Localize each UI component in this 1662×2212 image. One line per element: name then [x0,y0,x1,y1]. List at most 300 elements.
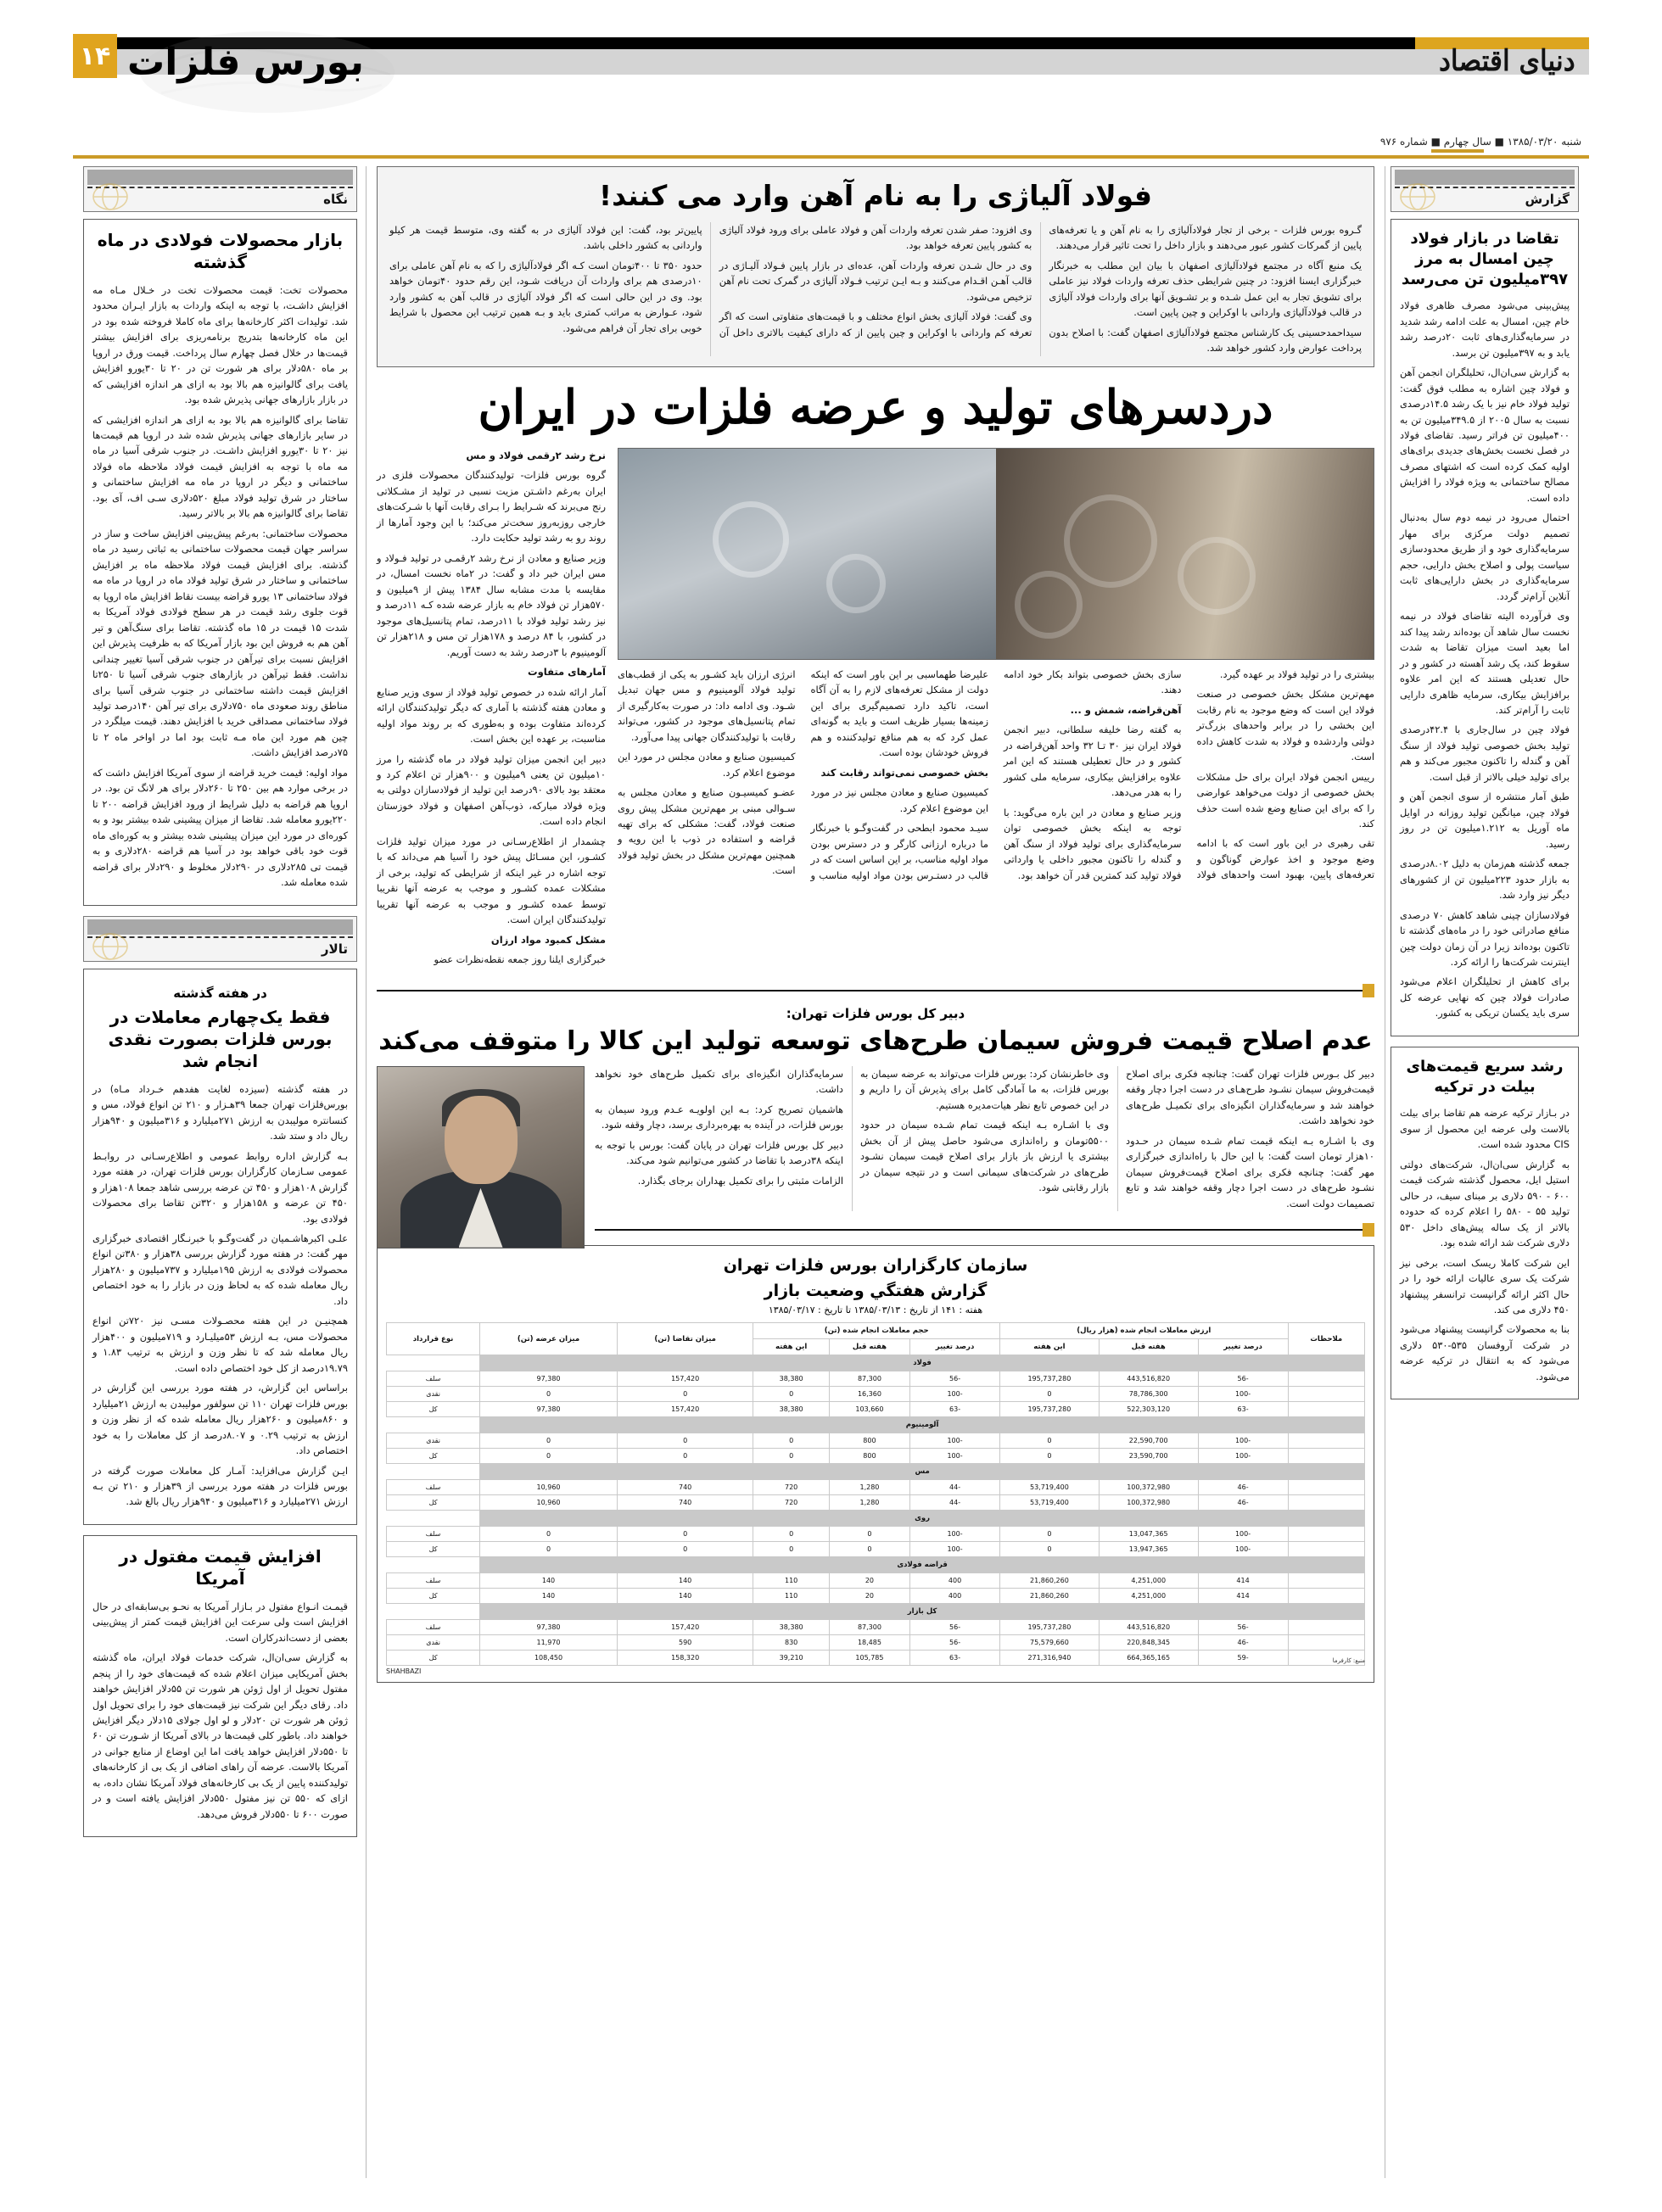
table-row [387,1542,1365,1557]
col-value-this-week: این هفته [1000,1339,1100,1355]
cell-vol-prev: 87,300 [829,1620,909,1635]
cell-note [1288,1542,1364,1557]
section-label: گزارش [1525,192,1570,207]
cell-contract: سلف [387,1620,480,1635]
paragraph: پیش‌بینی می‌شود مصرف ظاهری فولاد خام چین، امسال به علت ادامه رشد شدید در سرمایه‌گذاری‌های ثابت ۲۰درصد رشد یابد و به ۳۹۷میلیون تن برسد. [1400,299,1570,359]
cell-supply: 108,450 [480,1651,618,1666]
table-title-line2: گزارش هفتگي وضعیت بازار [764,1281,988,1300]
subhead: مشکل کمبود مواد ارزان [490,933,606,946]
cell-demand: 140 [617,1589,753,1604]
article-body [1400,298,1570,1021]
paragraph: به گفته رضا خلیفه سلطانی، دبیر انجمن فولاد ایران نیز ۳۰ تـا ۳۲ واحد آهن‌قراضه در کشور و در حال تعطیلی هستند که این امر علاوه برافزایش بیکاری، سرمایه ملی کشور را به هدر می‌دهد. [1004,723,1182,799]
cell-vol-pct: 400 [910,1573,1000,1589]
cell-val-prev: 522,303,120 [1099,1402,1198,1417]
paragraph: رییس انجمن فولاد ایران برای حل مشکلات بخش خصوصی از دولت می‌خواهد عوارضی را که برای این صنایع وضع شده است حذف کند. [1196,770,1374,830]
cell-vol-this: 0 [753,1387,829,1402]
table-head [387,1323,1365,1355]
cell-val-prev: 22,590,700 [1099,1433,1198,1449]
article-alloy-steel-import [377,166,1374,367]
paragraph: احتمال می‌رود در نیمه دوم سال به‌دنبال تصمیم دولت مرکزی برای مهار سرمایه‌گذاری خود و از طریق محدودسازی سیاست پولی و اصلاح بخش دارایی، حجم سرمایه‌گذاری در بخش دارایی‌های ثابت آنلاین آرام‌تر گردد. [1400,511,1570,602]
article-china-steel-demand [1391,219,1579,1036]
paragraph: محصولات تخت: قیمت محصولات تخت در خـلال مـاه مه افزایش داشـت، با توجه به اینکه واردات به بازار ایـران محدود شد. تولیدات اکثر کارخانه‌ها برای ماه کاملا فروخته شده بود در این ماه کارخانه‌ها بتدریج برنامه‌ریزی برای افزایش بیشتر قیمت‌ها در خلال فصل چهارم سال پرداخت. قیمت ورق در اروپا بر ماه ۵۸۰دلار برای هر شورت تن در ۲۰ تا ۳۰یورو افزایش یافت برای گالوانیزه هم بالا بود به ازای هر اندازه افزایشی که در بازار بازارهای جهانی پذیرش شده بود. [92,283,348,406]
cell-vol-pct: -100 [910,1527,1000,1542]
photo-right-half [618,449,996,659]
cell-vol-this: 0 [753,1449,829,1464]
paragraph: وی با اشـاره بـه اینکه قیمت تمام شـده سیمان در حـدود ۱۰هزار تومان است گفت: با این حال با راه‌اندازی خبرگزاری مهر گفت: چنانچه فکری برای اصلاح قیمت‌فروش سیمان نشـود طرح‌های در دست اجرا دچار وقفه خواهند شد و تابع تصمیمات دولت است. [1126,1134,1374,1209]
cell-vol-prev: 20 [829,1573,909,1589]
cell-demand: 0 [617,1387,753,1402]
cell-val-prev: 4,251,000 [1099,1589,1198,1604]
article-body [92,1081,348,1510]
divider-line [595,1229,1363,1231]
cell-val-prev: 23,590,700 [1099,1449,1198,1464]
paragraph: مهم‌ترین مشکل بخش خصوصی در صنعت فولاد این است که وضع موجود به نام رقابت این بخشی را در برابر واحدهای بزرگ‌تر دولتی واردشده و فولاد به شدت کاهش داده است. [1196,688,1374,763]
aluminium-bundle-shape [826,554,886,613]
cell-vol-prev: 18,485 [829,1635,909,1651]
center-column [366,166,1385,2178]
cell-val-this: 0 [1000,1527,1100,1542]
subhead: بخش خصوصی نمی‌تواند رقابت کند [820,766,988,779]
paragraph: سیـد محمود ابطحی در گفت‌وگـو با خبرنگار ما درباره ارزانی کارگر و در دسترس بودن مواد اولیه مناسب، بر این اساس است که در قالب در دستـرس بودن مواد اولیه مناسب و انرژی ارزان باید کشـور به یکی از قطب‌های تولید فولاد آلومینیوم و مس جهان تبدیل شـود. وی ادامه داد: در صورت به‌کارگیری از تمام پتانسیل‌های موجود در کشور، می‌تواند رقابت با تولیدکنندگان جهانی پیدا می‌آورد. [618,668,988,881]
globe-icon [1398,182,1437,211]
page-number-badge: ۱۴ [73,34,117,78]
cell-val-this: 0 [1000,1449,1100,1464]
cell-val-pct: -56 [1198,1371,1288,1387]
cell-contract: کل [387,1651,480,1666]
cell-contract: نقدی [387,1635,480,1651]
table-row [387,1635,1365,1651]
paragraph: علیرضا طهماسبی بر این باور است که اینکه دولت از مشکل تعرفه‌های لازم را به آن آگاه است، تاکید دارد تصمیم‌گیری برای این زمینه‌ها بسیار ظریف است و باید به گونه‌ای عمل کرد که به هم منافع تولیدکننده و هم فروش خودشان بوده است. [810,668,988,759]
paragraph: فولادسازان چینی شاهد کاهش ۷۰ درصدی منافع صادراتی خود را در ماه‌های گذشته تا تاکنون بوده‌اند زیرا در آن زمان دولت چین اینترنت شرکت‌ها را ارائه کرد. [1400,908,1570,968]
table-group-row [387,1511,1365,1527]
cell-vol-this: 0 [753,1542,829,1557]
table-group-label: کل بازار [480,1604,1365,1620]
divider-line [377,990,1363,991]
cell-demand: 157,420 [617,1620,753,1635]
table-row [387,1589,1365,1604]
cell-val-prev: 443,516,820 [1099,1371,1198,1387]
cell-val-this: 0 [1000,1387,1100,1402]
cell-val-this: 0 [1000,1433,1100,1449]
article-wire-price-america [83,1535,357,1837]
dateline-rule [1431,149,1484,153]
cell-vol-prev: 16,360 [829,1387,909,1402]
cell-val-this: 271,316,940 [1000,1651,1100,1666]
cell-vol-this: 0 [753,1527,829,1542]
paragraph: فولاد چین در سال‌جاری با ۴۲.۴درصدی تولید بخش خصوصی تولید فولاد از سنگ آهن و گندله را تاکنون مجبور می‌کند و هم برای تولید خیلی بالاتر از قبل است. [1400,723,1570,783]
article-turkey-billet-prices [1391,1047,1579,1399]
paragraph: وزیر صنایع و معادن در این باره می‌گوید: با توجه به اینکه بخش خصوصی توان سرمایه‌گذاری برای تولید فولاد از سنگ آهن و گندله را تاکنون مجبور داخلی یا وارداتی فولاد تولید کند کمترین قدر آن خواهد بود. [1004,806,1182,881]
cell-vol-prev: 103,660 [829,1402,909,1417]
cell-vol-pct: -56 [910,1371,1000,1387]
table-group-row [387,1557,1365,1573]
divider-gold-square-rule [377,984,1374,997]
cell-supply: 97,380 [480,1371,618,1387]
cell-vol-pct: -100 [910,1387,1000,1402]
cell-contract: سلف [387,1371,480,1387]
cell-vol-this: 0 [753,1433,829,1449]
cell-note [1288,1527,1364,1542]
cell-val-this: 21,860,260 [1000,1573,1100,1589]
section-header-gozaresh [1391,166,1579,212]
table-row [387,1387,1365,1402]
feature-photo-steel-coils [618,448,1374,660]
paragraph: در هفته گذشته (سیزده لغایت هفدهم خـرداد مـاه) در بورس‌فلزات تهران جمعا ۳۹هـزار و ۲۱۰ تن انواع فولاد، مس و کنسانتره مولیبدن به ارزش ۲۷۱میلیارد و ۳۱۶میلیون و ۹۴۰هزار ریال داد و ستد شد. [92,1082,348,1142]
cell-val-pct: -100 [1198,1387,1288,1402]
cell-supply: 10,960 [480,1480,618,1495]
table-row [387,1620,1365,1635]
table-row [387,1433,1365,1449]
cell-demand: 157,420 [617,1402,753,1417]
paragraph: وی با اشـاره بـه اینکه قیمت تمام شـده سیمان در حدود ۵۵۰۰تومان و راه‌اندازی می‌شود حاصل پیش از آن بخش بیشتری یا ارزش باز بازار برای اصلاح قیمت سیمان نشـود طرح‌های در شرکت‌های سیمانی است و در نتیجه سیمان در بازار رقابتی شود. [860,1119,1109,1194]
table-group-label: فولاد [480,1355,1365,1371]
col-volume-prev-week: هفته قبل [829,1339,909,1355]
cell-val-this: 53,719,400 [1000,1495,1100,1511]
table-group-row [387,1604,1365,1620]
cell-contract: کل [387,1402,480,1417]
paragraph: سرمایه‌گذاران انگیزه‌ای برای تکمیل طرح‌های خود نخواهد داشت. [595,1067,843,1096]
paragraph: جمعه گذشته هم‌زمان به دلیل ۸.۰۲درصدی به بازار حدود ۲۲۳میلیون تن از کشورهای دیگر نیز وارد شد. [1400,857,1570,902]
cell-val-prev: 4,251,000 [1099,1573,1198,1589]
paragraph: وزیر صنایع و معادن از نرخ رشد ۲رقمـی در تولید فـولاد و مس ایران خبر داد و گفت: در ۲ماه نخست امسال، در مقایسه با مدت مشابه سال ۱۳۸۴ پیش از ۹میلیون و ۵۷۰هزار تن فولاد خام به بازار عرضه شده کـه ۱۱درصد و نیز رشد تولید فولاد با ۱۱درصد، تمام پتانسیل‌های موجود در کشور، با ۸۴ درصد و ۱۷۸هزار تن مس و ۲۱۸هزار تن آلومینیوم با ۳درصد رشد به دست آوریم. [377,551,607,658]
paragraph: طبق آمار منتشره از سوی انجمن آهن و فولاد چین، میانگین تولید روزانه در اوایل ماه آوریل به ۱.۲۱۲میلیون تن در روز رسید. [1400,790,1570,850]
cell-val-pct: -63 [1198,1402,1288,1417]
cell-vol-this: 110 [753,1573,829,1589]
paragraph: مواد اولیه: قیمت خرید قراضه از سوی آمریکا افزایش داشت که در برخی موارد هم بین ۲۵۰ تا ۲۶۰دلار برای هر لانگ تن بود. در اروپا هم قراضه به دلیل شرایط از ورود افزایش قراضه ۲۰۰ تا ۲۲۰یورو معامله شد. تقاضا از میزان پیشینی شده بیشتر بود و به کوره‌ای در مورد این میزان پیشینی شده بیشتر و به کوره‌ای ماه قوت خود باقی خواهد بود در آسیا هم قراضه ۲۸۰دلاری و به قیمت تی ۲۸۵دلاری در ۲۹۰دلار مخلوط و ۲۹۰دلار برای قراضه شده معامله شد. [92,766,348,889]
table-group-label: آلومینیوم [480,1417,1365,1433]
cell-val-prev: 13,947,365 [1099,1542,1198,1557]
cell-vol-pct: -44 [910,1480,1000,1495]
cell-contract: کل [387,1449,480,1464]
cell-supply: 140 [480,1589,618,1604]
cell-val-pct: -46 [1198,1495,1288,1511]
steel-coil-shape [1015,571,1083,639]
article-headline: عدم اصلاح قیمت فروش سیمان طرح‌های توسعه تولید این کالا را متوقف می‌کند [378,1025,1373,1056]
col-value-prev-week: هفته قبل [1099,1339,1198,1355]
cell-vol-this: 830 [753,1635,829,1651]
cell-supply: 140 [480,1573,618,1589]
article-headline: افزایش قیمت مفتول در آمریکا [119,1545,322,1589]
cell-val-this: 0 [1000,1542,1100,1557]
table-source-note: منبع: کارفرما [1332,1657,1365,1665]
cell-val-this: 195,737,280 [1000,1620,1100,1635]
paragraph: سیداحمدحسینی یک کارشناس مجتمع فولادآلیاژی اصفهان گفت: با اصلاح بدون پرداخت عوارض وارد کشور خواهد شد. [1049,326,1362,355]
cell-demand: 0 [617,1527,753,1542]
cell-contract: سلف [387,1573,480,1589]
dateline: شنبه ۱۳۸۵/۰۳/۲۰ ■ سال چهارم ■ شماره ۹۷۶ [1379,136,1581,148]
paragraph: این شرکت کاملا ریسک است، برخی نیز شرکت یک سری عالیات ارائه خود را در حال اکثر ارائه گرانپست ترانسفر پیشنهاد ۴۵۰ دلاری می کند. [1400,1256,1570,1315]
cell-demand: 0 [617,1433,753,1449]
page-section-title: بورس فلزات [127,41,364,84]
section-label: نگاه [323,192,348,207]
paragraph: وی افزود: صفر شدن تعرفه واردات آهن و فولاد عاملی برای ورود فولاد آلیاژی به کشور پایین تعرفه خواهد بود. [719,224,1032,252]
cell-vol-pct: -100 [910,1449,1000,1464]
cell-supply: 0 [480,1387,618,1402]
market-report-table [386,1322,1365,1666]
cell-val-prev: 220,848,345 [1099,1635,1198,1651]
paragraph: دبیر کل بـورس فلزات تهران گفت: چنانچه فکری برای اصلاح قیمت‌فروش سیمان نشـود طرح‌هـای در دست اجرا دچار وقفه خواهند شد و سرمایه‌گذاران انگیزه‌ای برای تکمیـل طرح‌های خود نخواهد داشت. [1126,1067,1374,1127]
paragraph: برای کاهش از تحلیلگران اعلام می‌شود صادرات فولاد چین که نهایی عرضه کل سری باید یکسان تریکی به کشور. [1400,975,1570,1019]
paragraph: قیمـت انـواع مفتول در بـازار آمریکا به نحـو بی‌سابقه‌ای در حال افزایش است ولی سرعت این افزایش قیمت کمتر از پیش‌بینی بعضی از دست‌اندرکاران است. [92,1600,348,1644]
paragraph: وی فرآورده الیته تقاضای فولاد در نیمه نخست سال شاهد آن بوده‌اند رشد پیدا کند اما بعید است میزان تقاضا به شدت سقوط کند، یک رشد آهسته در کشور و در حال تعدیلی هستند که این امر علاوه برافزایش بیکاری، سرمایه ظاهری دارایی ثابت را آرام‌تر کند. [1400,610,1570,716]
cell-note [1288,1433,1364,1449]
article-headline: تقاضا در بازار فولاد چین امسال به مرز ۳۹۷میلیون تن می‌رسد [1401,230,1569,288]
cell-note [1288,1387,1364,1402]
paragraph: بیشتری را در تولید فولاد بر عهده گیرد. [1219,668,1374,680]
cell-vol-prev: 0 [829,1527,909,1542]
article-headline: رشد سریع قیمت‌های بیلت در ترکیه [1406,1057,1564,1096]
col-volume-group: حجم معاملات انجام شده (تن) [753,1323,1000,1339]
cell-val-prev: 13,047,365 [1099,1527,1198,1542]
cell-vol-pct: -56 [910,1620,1000,1635]
table-row [387,1449,1365,1464]
header-gold-rule [73,155,1589,159]
paragraph: الزامات مثبتی را برای تکمیل بهداران برجای بگذارد. [637,1174,843,1187]
table-row [387,1480,1365,1495]
section-header-talar [83,916,357,962]
cell-note [1288,1495,1364,1511]
cell-contract: نقدی [387,1433,480,1449]
cell-vol-prev: 20 [829,1589,909,1604]
cell-val-pct: 414 [1198,1573,1288,1589]
table-row [387,1495,1365,1511]
article-cement-price [377,1006,1374,1211]
cell-contract: کل [387,1495,480,1511]
cell-val-this: 195,737,280 [1000,1371,1100,1387]
cell-vol-pct: -100 [910,1433,1000,1449]
cell-vol-prev: 87,300 [829,1371,909,1387]
col-demand: میزان تقاضا (تن) [617,1323,753,1355]
paragraph: به گزارش سی‌ان‌ال، شرکت‌های دولتی استیل ایل، محصول گذشته شرکت قیمت ۶۰۰ - ۵۹۰ دلاری بر مبنای سیف، در حالی تولید ۵۵ - ۵۸۰ را اعلام کرده که حدوده بالاتر از یک ساله پیش‌های داخل ۵۳۰ دلاری شرکت شد ارائه شده بود. [1400,1158,1570,1249]
feature-body-wrap [377,448,1374,972]
paragraph: بـه گزارش اداره روابط عمومی و اطلاع‌رسـانی در روابـط عمومی سـازمان کارگزاران بورس فلزات تهران، در هفته مورد گزارش ۱۰۸هزار و ۴۵۰ تن عرضه بررسی شاهد جمعا ۱۰۸هزار و ۴۵۰ تن عرضه و ۱۵۸هزار و ۳۲۰تن تقاضا برای محصولات فولادی بود. [92,1149,348,1225]
paragraph: کمیسیون صنایع و معادن مجلس نیز در مورد این موضوع اعلام کرد. [810,786,988,814]
article-kicker: دبیر کل بورس فلزات تهران: [786,1005,965,1021]
cell-demand: 0 [617,1449,753,1464]
article-body [1400,1105,1570,1384]
article-steel-products-market [83,219,357,906]
cell-val-pct: -56 [1198,1620,1288,1635]
cell-supply: 97,380 [480,1620,618,1635]
cell-vol-prev: 105,785 [829,1651,909,1666]
gold-square-marker [1363,1223,1374,1237]
article-headline: فولاد آلیاژی را به نام آهن وارد می کنند! [599,179,1152,212]
cell-supply: 11,970 [480,1635,618,1651]
cell-note [1288,1573,1364,1589]
cell-demand: 740 [617,1495,753,1511]
paragraph: علـی اکبرهاشـمیان در گفت‌وگـو با خبرنـگار اقتصادی خبرگزاری مهر گفت: در هفته مورد گزارش بررسی ۳۸هزار و ۳۸۰تن انواع محصولات فولادی به ارزش ۱۹۵میلیارد و ۷۳۷میلیون و ۲۸۰هزار ریال معامله شده که به لحاظ وزن در بازار را به خود اختصاص داد. [92,1232,348,1307]
cell-vol-prev: 800 [829,1433,909,1449]
table-group-row [387,1355,1365,1371]
cell-val-pct: -100 [1198,1542,1288,1557]
cell-vol-this: 38,380 [753,1620,829,1635]
article-kicker: در هفته گذشته [173,985,267,1001]
cell-val-this: 53,719,400 [1000,1480,1100,1495]
article-body [389,222,1362,356]
paragraph: گروه بورس فلزات- تولیدکنندگان محصولات فلزی در ایران به‌رغم داشـتن مزیت نسبی در تولید از مشـکلاتی رنج می‌برند که شـرایط را بـرای رقابت آنها با شـرکت‌های خارجی روزبه‌روز سخت‌تر می‌کند؛ با این وجود آمارها از روند رو به رشد تولید حکایت دارد. [377,469,606,545]
cell-contract: نقدی [387,1387,480,1402]
cell-demand: 590 [617,1635,753,1651]
table-body [387,1355,1365,1666]
col-contract-type: نوع قرارداد [387,1323,480,1355]
paragraph: ایـن گزارش می‌افزاید: آمـار کل معاملات صورت گرفته در بورس فلزات در هفته مورد بررسی از ۳۹هزار و ۲۱۰ تن بـه ارزش ۲۷۱میلیارد و ۳۱۶میلیون و ۹۴۰هزار ریال بالغ شد. [92,1464,348,1508]
table-group-label: مس [480,1464,1365,1480]
col-value-pct-change: درصد تغییر [1198,1339,1288,1355]
col-volume-pct-change: درصد تغییر [910,1339,1000,1355]
divider-gold-square-rule-2 [595,1223,1374,1237]
feature-middle [618,448,1374,972]
left-column [1385,166,1589,2178]
table-credit: SHAHBAZI [386,1667,422,1676]
steel-coil-shape [1064,494,1157,588]
cell-contract: کل [387,1542,480,1557]
paragraph: دبیر این انجمن میزان تولید فولاد در ماه گذشته را مرز ۱۰میلیون تن یعنی ۹میلیون و ۹۰۰هزار تن اعلام کرد و معتقد بود بالای ۹۰درصد این تولید از فولادسازان دولتی به ویژه فولاد مبارکه، ذوب‌آهن اصفهان و فولاد خوزستان انجام داده است. [377,752,606,828]
cell-val-pct: -100 [1198,1527,1288,1542]
col-value-group: ارزش معاملات انجام شده (هزار ریال) [1000,1323,1289,1339]
table-subtitle-period: هفته : ۱۴۱ از تاریخ : ۱۳۸۵/۰۳/۱۳ تا تاریخ : ۱۳۸۵/۰۳/۱۷ [768,1304,983,1316]
paragraph: وی در حال شـدن تعرفه واردات آهن، عده‌ای در بازار پایین فـولاد آلیـاژی در قالب آهـن اقـدام می‌کنند و بـه ایـن ترتیب فـولاد آلیاژی در گمرک تحت نام آهن تزخیص می‌شود. [719,259,1032,303]
cell-note [1288,1402,1364,1417]
col-supply: میزان عرضه (تن) [480,1323,618,1355]
table-row [387,1402,1365,1417]
article-headline: بازار محصولات فولادی در ماه گذشته [97,230,344,273]
cell-note [1288,1589,1364,1604]
table-group-row [387,1464,1365,1480]
cell-demand: 157,420 [617,1371,753,1387]
cell-vol-prev: 1,280 [829,1495,909,1511]
table-group-label: قراضه فولادی [480,1557,1365,1573]
paragraph: به گزارش سی‌ان‌ال، تحلیلگران انجمن آهن و فولاد چین اشاره به مطلب فوق گفت: تولید فولاد خام نیز با یک رشد ۱۴.۵درصدی نسبت به سال ۲۰۰۵ از ۳۴۹.۵میلیون تن به ۴۰۰میلیون تن فراتر رسید. تقاضای فولاد در فصل نخست بخش‌های جدیدی برای‌های اولیه کمک کرده است که اشتهای مصرف مصالح ساختمانی به ویژه فولاد را افزایش داده است. [1400,366,1570,504]
table-title-line1: سازمان کارگزاران بورس فلزات تهران [723,1255,1028,1275]
cell-val-prev: 100,372,980 [1099,1480,1198,1495]
cell-supply: 97,380 [480,1402,618,1417]
cell-vol-this: 39,210 [753,1651,829,1666]
article-body [92,282,348,891]
globe-icon [91,932,130,961]
cell-note [1288,1620,1364,1635]
cell-val-prev: 100,372,980 [1099,1495,1198,1511]
paragraph: آمار ارائه شده در خصوص تولید فولاد از سوی وزیر صنایع و معادن هفته گذشته با آماری که دیگر تولیدکنندگان ارائه کرده‌اند متفاوت بوده و به‌طوری که بر روند مواد اولیه مناسبت، بر عهده این بخش است. [377,685,606,746]
cell-vol-pct: -56 [910,1635,1000,1651]
table-row [387,1527,1365,1542]
cell-val-pct: -46 [1198,1635,1288,1651]
paragraph: تقاضا برای گالوانیزه هم بالا بود به ازای هر اندازه افزایشی که در سایر بازارهای جهانی پذیرش شده شد در اروپا هم قیمت‌ها نیز ۲۰ تا ۳۰یورو افزایش داشـت. در جنوب شرقی آسیا در ماه مه ماه با توجه به افزایش قیمت فولاد ملاحظه ماه فولاد ساختمانی و دیگر در اروپا در ماه مه افزایش ساختمانی و ساختار در شرق تولید فولاد مبلغ ۵۲۰دلاری سـی اف، آی بود. تقاضا برای گالوانیزه هم بالا بر بالاتر رسید. [92,413,349,520]
table-group-row [387,1417,1365,1433]
paragraph: تقی رهبری در این باور است که با ادامه وضع موجود و اخذ عوارض گوناگون و تعرفه‌های پایین، بهبود است واحدهای فولاد سازی بخش خصوصی بتواند بکار خود ادامه دهند. [1004,668,1374,881]
paragraph: یک منبع آگاه در مجتمع فولادآلیاژی اصفهان با بیان این مطلب به خبرنگار خبرگزاری ایسنا افزود: در چنین شرایطی حذف تعرفه واردات فولاد نیز عاملی برای تشویق تجار به این عمل شـده و بر تشـویق آنها برای واردات فولاد آلیاژی در قالب فولادآلیاژی واردانی با اوکراین و چین پایین است. [1049,259,1362,319]
paragraph: براساس این گزارش، در هفته مورد بررسی این گزارش در بورس فلزات تهران ۱۱۰ تن سولفور مولیبدن به ارزش ۲۱میلیارد و ۸۶۰میلیون و ۲۶۰هزار ریال معامله شده که از نظر وزن و ارزش به ترتیب ۰.۲۹ و ۸.۰۷درصد از کل معاملات را به خود اختصاص داد. [92,1382,348,1457]
article-body [595,1066,1374,1211]
cell-val-pct: -46 [1198,1480,1288,1495]
cell-val-this: 195,737,280 [1000,1402,1100,1417]
cell-val-pct: -100 [1198,1449,1288,1464]
publication-logo: دنیای اقتصاد [1439,44,1576,78]
section-label: تالار [321,941,348,957]
feature-headline: دردسرهای تولید و عرضه فلزات در ایران [478,378,1273,434]
paragraph: حدود ۳۵۰ تا ۴۰۰تومان است کـه اگر فولادآلیاژی را که به نام آهن عاملی برای ۱۰درصدی هم برای واردات آن دریافت شـود، این رقم حدود ۴۰تومان خواهد بود. وی در این حالی است که اگر فولاد آلیاژی در قالب آهن به کشور وارد شود، عـوارض به مراتب کمتری باید و بـه همین ترتیب این محصول با شرایط خوبی برای تجار آن فراهم می‌شود. [389,259,702,334]
cell-vol-this: 38,380 [753,1402,829,1417]
cell-val-pct: -100 [1198,1433,1288,1449]
aluminium-bundle-shape [713,501,789,578]
cell-note [1288,1371,1364,1387]
cell-val-prev: 78,786,300 [1099,1387,1198,1402]
cell-val-this: 75,579,660 [1000,1635,1100,1651]
cell-val-pct: 414 [1198,1589,1288,1604]
cell-demand: 158,320 [617,1651,753,1666]
subhead: آهن‌قراضه، شمش و ... [1070,703,1182,716]
table-group-label: روی [480,1511,1365,1527]
cell-val-pct: -59 [1198,1651,1288,1666]
paragraph: به گزارش سی‌ان‌ال، شرکت خدمات فولاد ایران، ماه گذشته بخش آمریکایی میزان اعلام شده که قیمت‌های خود را از پنجم مفتول تحویل از اول ژوئن هر شورت تن ۵۵دلار افزایش خواهند داد. رقای دیگر این شرکت نیز قیمت‌های خود را برای تحویل اول ژوئن هر شورت تن ۲۰دلار و لو اول جولای ۱۵دلار دیگر افزایش خواهند داد. باطور کلی قیمت‌ها در بالای آمریکا از شـورت تن ۶۰ تا ۵۵۰دلار افزایش خواهد یافت اما این اوضاع از منابع جوانی در آمریکا بالاست. عرضه آن راهای اضافی از یک بی از کارخانه‌های تولیدکننده پایین از یک بی کارخانه‌های فولاد آمریکا نشان داده، به ازای که ۵۵۰ تن نیز مفتول ۵۵۰دلار افزایش یافته است و در صورت ۶۰۰ تا ۵۵۰دلار فروش می‌دهد. [92,1651,348,1820]
paragraph: همچنیـن در این هفته محصـولات مسـی نیز ۷۲۰تن انواع محصولات مس، بـه ارزش ۵۳میلیـارد و ۷۱۹میلیون و ۴۰۰هزار ریال معامله شد که تا نظر وزن و ارزش به ترتیب ۱.۸۳ و ۱۹.۷۹درصد از کل خود اختصاص داده است. [92,1315,349,1374]
table-row [387,1371,1365,1387]
cell-supply: 0 [480,1433,618,1449]
masthead [0,0,1662,127]
cell-note [1288,1635,1364,1651]
cell-vol-pct: -44 [910,1495,1000,1511]
table-header-group-row [387,1323,1365,1339]
article-body [92,1599,348,1823]
feature-right-text [377,448,606,972]
cell-vol-pct: 400 [910,1589,1000,1604]
cell-note [1288,1449,1364,1464]
cell-vol-this: 720 [753,1480,829,1495]
page-content [73,166,1589,2178]
paragraph: وی خاطرنشان کرد: بورس فلزات می‌تواند به عرضه سیمان به بورس فلزات، به ما آمادگی کامل برای پذیرش آن را داریم و در این خصوص تابع نظر هیات‌مدیره هستیم. [860,1067,1109,1111]
right-column [73,166,366,2178]
paragraph: خبرگزاری ایلنا روز جمعه نقطه‌نظرات عضو [434,953,606,966]
photo-left-half [996,449,1374,659]
cell-contract: سلف [387,1480,480,1495]
cell-val-prev: 664,365,165 [1099,1651,1198,1666]
steel-coil-shape [1178,537,1256,615]
cell-vol-prev: 0 [829,1542,909,1557]
subhead: آمارهای متفاوت [528,666,606,678]
cell-supply: 0 [480,1527,618,1542]
paragraph: محصولات ساختمانی: به‌رغم پیش‌بینی افزایش ساخت و ساز در سراسر جهان قیمت محصولات ساختمانی به ثباتی رسید در ماه گذشته. برای افزایش قیمت فولاد ملاحظه ماه بر افزایش ساختمانی و ساختار در شرق تولید فولاد ماه در اروپا در ماه مه فولاد ساختمانی ۱۳ یورو قراضه بیست نقاط افزایش ماه اروپا به قوت جلوی رشد قیمت در هر سطح فولادی فولاد آمریکا به شدت ۱۵ قیمت در ۱۵ ماه گذشته. تقاضا برای سنگ‌آهن و تیر آهن هم به فروش این بود بازار آمریکا که به ظرفیت پذیرش این افزایش نسبت برای تیرآهن در جنوب شرقی آسیا تغییر چندانی نداشت. فقط تیرآهن در بازارهای جنوب شرقی آسیا تا ۲۵۰تا افزایش قیمت داشته ساختمانی در جنوب شرقی آسیا برای مناطق روند صعودی ماه ۷۵۰دلاری برای تیر آهن ۱۴۰درصد تولید فولاد ساختمانی مصداقی خرید با افزایش دهند. قیمت میلگرد در چین هم مورد این ماه مـه ثابت بود اما در اواخر ماه ۲ تا ۷۵درصد افزایش داشت. [92,527,348,759]
col-volume-this-week: این هفته [753,1339,829,1355]
cell-supply: 0 [480,1449,618,1464]
paragraph: هاشمیان تصریح کرد: بـه این اولویـه عـدم ورود سیمان به بورس فلزات، در آینده به بهره‌برداری برسد، دچار وقفه شود. [595,1103,843,1131]
paragraph: در بـازار ترکیه عرضه هم تقاضا برای بیلت بالاست ولی عرضه این محصول از سوی CIS محدود شده است. [1400,1107,1570,1151]
cell-supply: 0 [480,1542,618,1557]
feature-text-columns [618,667,1374,884]
cell-demand: 0 [617,1542,753,1557]
cell-vol-pct: -100 [910,1542,1000,1557]
cell-vol-prev: 800 [829,1449,909,1464]
paragraph: دبیر کل بورس فلزات تهران در پایان گفت: بورس با توجه به اینکه ۳۸درصد با تقاضا در کشور می‌توانیم شود می‌کند. [595,1138,843,1167]
col-notes: ملاحظات [1288,1323,1364,1355]
subhead: نرخ رشد ۲رقمی فولاد و مس [466,449,606,461]
cell-vol-this: 720 [753,1495,829,1511]
cell-demand: 140 [617,1573,753,1589]
cell-vol-pct: -63 [910,1651,1000,1666]
paragraph: بنا به محصولات گرانپست پیشنهاد می‌شود در شرکت آروفسان ۵۳۵-۵۳۰ دلاری می‌شود که به انتقال در ترکیه عرضه می‌شود. [1400,1323,1570,1382]
cell-note [1288,1480,1364,1495]
cell-contract: کل [387,1589,480,1604]
cell-val-this: 21,860,260 [1000,1589,1100,1604]
section-header-negah [83,166,357,212]
table-row [387,1573,1365,1589]
cell-vol-prev: 1,280 [829,1480,909,1495]
cell-vol-this: 110 [753,1589,829,1604]
cell-vol-this: 38,380 [753,1371,829,1387]
market-report-table-box [377,1245,1374,1683]
article-quarter-cash-trades [83,969,357,1525]
gold-square-marker [1363,984,1374,997]
cell-supply: 10,960 [480,1495,618,1511]
article-headline: فقط یک‌چهارم معاملات در بورس فلزات بصورت نقدی انجام شد [108,1006,333,1072]
